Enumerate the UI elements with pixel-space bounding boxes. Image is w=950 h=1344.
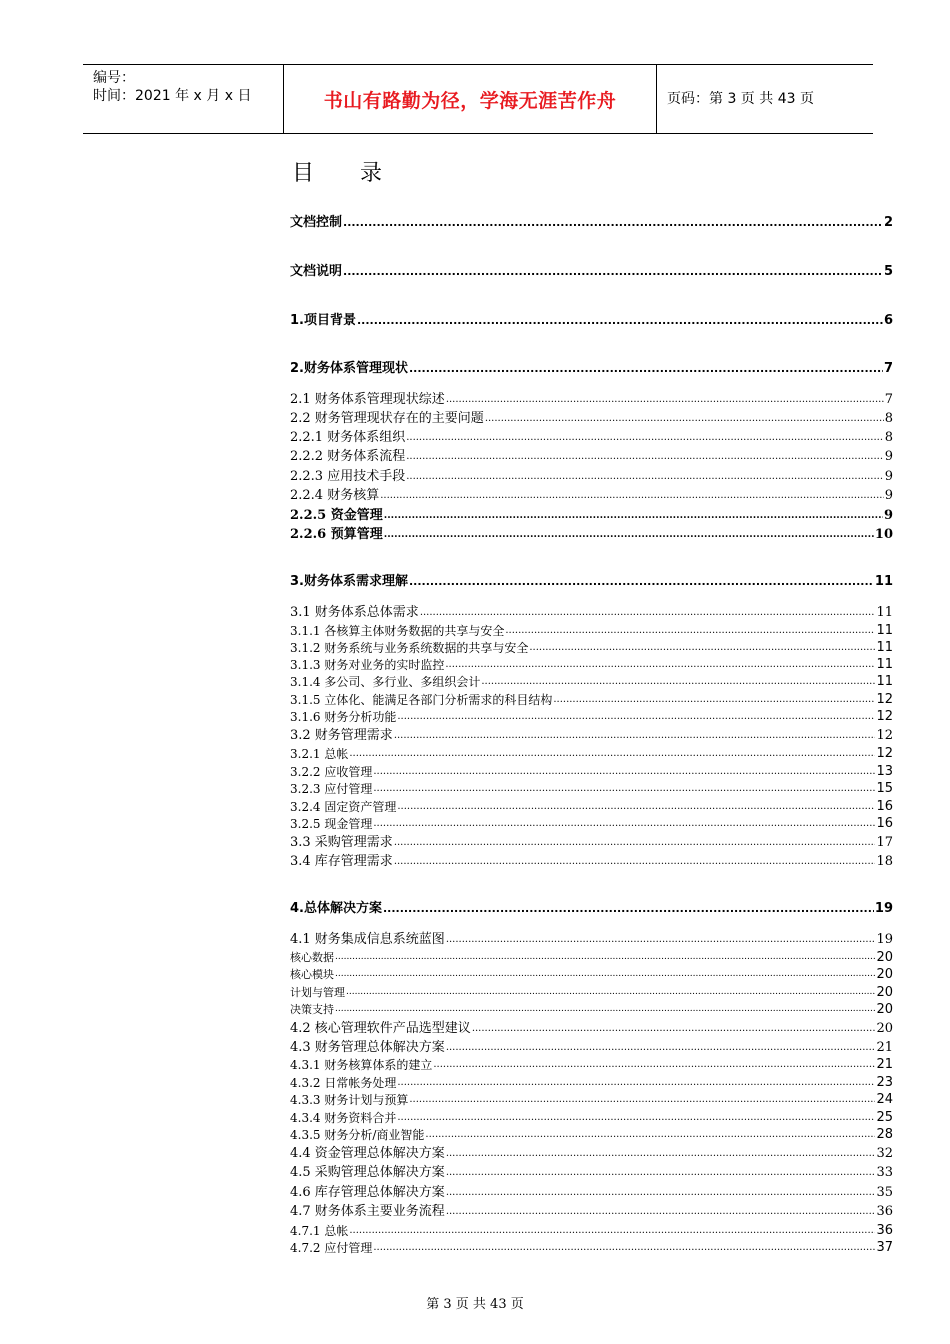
toc-entry[interactable] [290, 428, 893, 446]
toc-entry-label: 4.3.5 财务分析/商业智能 [290, 1128, 425, 1142]
toc-entry-page: 9 [884, 488, 893, 503]
toc-entry-page: 12 [876, 709, 893, 724]
toc-entry-label: 4.3.3 财务计划与预算 [290, 1093, 409, 1107]
toc-entry-page: 6 [883, 313, 893, 328]
toc-entry-page: 11 [876, 605, 893, 620]
header-motto: 书山有路勤为径，学海无涯苦作舟 [323, 89, 617, 112]
toc-entry-label: 3.1.6 财务分析功能 [290, 710, 397, 724]
toc-entry-label: 3.1.4 多公司、多行业、多组织会计 [290, 675, 481, 689]
toc-dot-leader [343, 215, 883, 231]
toc-entry[interactable] [290, 762, 893, 780]
toc-dot-leader [433, 1055, 875, 1073]
toc-entry[interactable] [290, 814, 893, 832]
toc-entry[interactable] [290, 779, 893, 797]
toc-dot-leader [397, 797, 875, 815]
toc-entry[interactable] [290, 1073, 893, 1091]
toc-entry-page: 13 [876, 764, 893, 779]
toc-entry-label: 4.6 库存管理总体解决方案 [290, 1185, 445, 1200]
toc-dot-leader [349, 1221, 875, 1239]
toc-entry[interactable] [290, 1144, 893, 1162]
toc-entry-label: 4.7.1 总帐 [290, 1224, 349, 1238]
toc-entry-label: 4.1 财务集成信息系统蓝图 [290, 932, 445, 947]
toc-entry-page: 11 [876, 623, 893, 638]
toc-dot-leader [420, 603, 876, 621]
toc-entry-page: 19 [874, 901, 893, 916]
toc-entry-page: 21 [876, 1040, 893, 1055]
toc-entry[interactable] [290, 852, 893, 870]
toc-entry-label: 4.3.2 日常帐务处理 [290, 1076, 397, 1090]
toc-entry-label: 4.3.1 财务核算体系的建立 [290, 1058, 433, 1072]
doc-time-label: 时间：2021 年 x 月 x 日 [93, 88, 252, 104]
toc-entry[interactable] [290, 621, 893, 639]
toc-entry-page: 32 [876, 1146, 893, 1161]
toc-dot-leader [529, 638, 875, 656]
toc-entry-label: 2.2.6 预算管理 [290, 527, 383, 542]
toc-dot-leader [357, 313, 883, 329]
toc-entry-page: 18 [876, 854, 893, 869]
toc-entry-label: 决策支持 [290, 1003, 334, 1016]
toc-entry[interactable] [290, 215, 893, 231]
toc-dot-leader [346, 983, 875, 1000]
toc-entry-page: 12 [876, 692, 893, 707]
toc-dot-leader [384, 506, 883, 524]
toc-entry[interactable] [290, 707, 893, 725]
toc-entry[interactable] [290, 1163, 893, 1181]
toc-entry[interactable] [290, 467, 893, 485]
toc-entry-page: 15 [876, 781, 893, 796]
toc-entry[interactable] [290, 447, 893, 465]
toc-title [292, 156, 382, 187]
toc-entry-label: 2.2.2 财务体系流程 [290, 449, 406, 464]
toc-entry-page: 28 [876, 1127, 893, 1142]
toc-dot-leader [472, 1019, 876, 1037]
toc-entry-page: 37 [876, 1240, 893, 1255]
toc-entry-page: 11 [874, 574, 893, 589]
toc-entry-label: 4.5 采购管理总体解决方案 [290, 1165, 445, 1180]
doc-code-label: 编号： [93, 70, 135, 86]
toc-entry-label: 3.2.4 固定资产管理 [290, 800, 397, 814]
toc-entry[interactable] [290, 1238, 893, 1256]
toc-entry-label: 4.总体解决方案 [290, 901, 382, 916]
toc-entry[interactable] [290, 264, 893, 280]
toc-dot-leader [505, 621, 875, 639]
toc-entry[interactable] [290, 797, 893, 815]
toc-dot-leader [394, 726, 876, 744]
toc-entry-page: 20 [876, 1021, 893, 1036]
toc-entry-page: 36 [876, 1223, 893, 1238]
toc-dot-leader [397, 1073, 875, 1091]
toc-entry-page: 20 [876, 1002, 893, 1017]
header-meta-cell [83, 65, 284, 133]
toc-dot-leader [406, 428, 884, 446]
toc-entry[interactable] [290, 506, 893, 524]
toc-entry-page: 11 [876, 640, 893, 655]
toc-entry-label: 3.2.3 应付管理 [290, 782, 373, 796]
toc-entry[interactable] [290, 361, 893, 377]
toc-entry-page: 9 [884, 469, 893, 484]
toc-entry-label: 4.7 财务体系主要业务流程 [290, 1204, 445, 1219]
toc-dot-leader [406, 447, 884, 465]
toc-dot-leader [481, 672, 875, 690]
toc-entry[interactable] [290, 1019, 893, 1037]
toc-dot-leader [343, 264, 883, 280]
toc-entry[interactable] [290, 965, 893, 982]
toc-entry-page: 19 [876, 932, 893, 947]
toc-entry-label: 1.项目背景 [290, 313, 356, 328]
toc-dot-leader [335, 1000, 875, 1017]
toc-entry-page: 7 [884, 392, 893, 407]
toc-dot-leader [335, 948, 875, 965]
toc-dot-leader [397, 1108, 875, 1126]
toc-entry-label: 4.3.4 财务资料合并 [290, 1111, 397, 1125]
toc-entry-label: 3.2 财务管理需求 [290, 728, 393, 743]
toc-entry[interactable] [290, 948, 893, 965]
toc-entry[interactable] [290, 1090, 893, 1108]
toc-entry-label: 2.2.4 财务核算 [290, 488, 380, 503]
toc-entry-page: 8 [884, 430, 893, 445]
toc-entry-page: 33 [876, 1165, 893, 1180]
toc-entry-label: 4.2 核心管理软件产品选型建议 [290, 1021, 471, 1036]
toc-entry-page: 36 [876, 1204, 893, 1219]
toc-entry-page: 24 [876, 1092, 893, 1107]
toc-entry-page: 23 [876, 1075, 893, 1090]
toc-entry-label: 3.3 采购管理需求 [290, 835, 393, 850]
toc-entry-label: 3.1 财务体系总体需求 [290, 605, 419, 620]
toc-dot-leader [409, 1090, 875, 1108]
toc-entry-page: 9 [883, 508, 893, 523]
toc-entry[interactable] [290, 1221, 893, 1239]
toc-dot-leader [425, 1125, 875, 1143]
toc-dot-leader [446, 1144, 876, 1162]
toc-entry-page: 11 [876, 674, 893, 689]
toc-entry[interactable] [290, 390, 893, 408]
toc-entry[interactable] [290, 638, 893, 656]
toc-entry-page: 8 [884, 411, 893, 426]
toc-entry-label: 3.1.3 财务对业务的实时监控 [290, 658, 445, 672]
toc-title-char-2: 录 [360, 161, 383, 186]
toc-entry-label: 3.1.2 财务系统与业务系统数据的共享与安全 [290, 641, 529, 655]
toc-entry-page: 16 [876, 816, 893, 831]
toc-entry-label: 3.1.1 各核算主体财务数据的共享与安全 [290, 624, 505, 638]
toc-entry-page: 12 [876, 728, 893, 743]
toc-entry-label: 2.2.3 应用技术手段 [290, 469, 406, 484]
toc-dot-leader [446, 1202, 876, 1220]
toc-entry[interactable] [290, 1108, 893, 1126]
toc-dot-leader [373, 779, 875, 797]
toc-entry[interactable] [290, 603, 893, 621]
toc-entry-label: 4.3 财务管理总体解决方案 [290, 1040, 445, 1055]
toc-dot-leader [406, 467, 884, 485]
toc-entry[interactable] [290, 313, 893, 329]
page-footer: 第 3 页 共 43 页 [426, 1297, 524, 1312]
toc-entry[interactable] [290, 655, 893, 673]
toc-entry-label: 2.2 财务管理现状存在的主要问题 [290, 411, 484, 426]
toc-dot-leader [397, 707, 875, 725]
toc-entry[interactable] [290, 672, 893, 690]
page-header [83, 64, 873, 134]
toc-entry-label: 3.2.5 现金管理 [290, 817, 373, 831]
toc-entry-page: 9 [884, 449, 893, 464]
toc-entry-label: 3.财务体系需求理解 [290, 574, 408, 589]
toc-entry[interactable] [290, 1202, 893, 1220]
toc-entry[interactable] [290, 744, 893, 762]
toc-dot-leader [553, 690, 875, 708]
toc-entry[interactable] [290, 1055, 893, 1073]
toc-entry-page: 20 [876, 950, 893, 965]
toc-entry-label: 3.1.5 立体化、能满足各部门分析需求的科目结构 [290, 693, 553, 707]
toc-entry-label: 3.4 库存管理需求 [290, 854, 393, 869]
toc-dot-leader [445, 655, 875, 673]
toc-dot-leader [394, 852, 876, 870]
toc-entry-page: 35 [876, 1185, 893, 1200]
toc-dot-leader [394, 833, 876, 851]
toc-dot-leader [409, 361, 883, 377]
toc-entry[interactable] [290, 1038, 893, 1056]
toc-entry-page: 17 [876, 835, 893, 850]
toc-dot-leader [446, 1163, 876, 1181]
toc-entry-page: 21 [876, 1057, 893, 1072]
toc-entry-label: 计划与管理 [290, 986, 345, 999]
toc-dot-leader [335, 965, 875, 982]
toc-entry[interactable] [290, 690, 893, 708]
toc-entry[interactable] [290, 901, 893, 917]
toc-entry-page: 25 [876, 1110, 893, 1125]
toc-entry-page: 12 [876, 746, 893, 761]
toc-entry-page: 7 [883, 361, 893, 376]
toc-entry[interactable] [290, 525, 893, 543]
toc-entry-page: 16 [876, 799, 893, 814]
toc-dot-leader [380, 486, 884, 504]
toc-dot-leader [349, 744, 875, 762]
toc-entry-label: 文档控制 [290, 215, 343, 230]
toc-entry-page: 2 [883, 215, 893, 230]
toc-title-char-1: 目 [292, 161, 315, 186]
toc-dot-leader [446, 1183, 876, 1201]
toc-entry-label: 文档说明 [290, 264, 343, 279]
toc-entry-label: 2.2.5 资金管理 [290, 508, 383, 523]
toc-entry-label: 3.2.1 总帐 [290, 747, 349, 761]
toc-dot-leader [383, 901, 874, 917]
toc-dot-leader [446, 930, 876, 948]
toc-entry[interactable] [290, 726, 893, 744]
header-page-cell [657, 65, 873, 133]
toc-entry[interactable] [290, 486, 893, 504]
toc-entry-label: 4.4 资金管理总体解决方案 [290, 1146, 445, 1161]
toc-entry-label: 核心模块 [290, 968, 334, 981]
toc-entry-label: 2.财务体系管理现状 [290, 361, 408, 376]
toc-dot-leader [409, 574, 874, 590]
toc-entry-label: 3.2.2 应收管理 [290, 765, 373, 779]
header-page-info: 页码：第 3 页 共 43 页 [667, 90, 814, 107]
toc-entry[interactable] [290, 1000, 893, 1017]
toc-entry-label: 4.7.2 应付管理 [290, 1241, 373, 1255]
toc-entry-page: 5 [883, 264, 893, 279]
toc-entry-label: 2.1 财务体系管理现状综述 [290, 392, 445, 407]
toc-dot-leader [446, 1038, 876, 1056]
toc-dot-leader [384, 525, 874, 543]
toc-entry-page: 20 [876, 985, 893, 1000]
toc-dot-leader [446, 390, 884, 408]
toc-dot-leader [373, 1238, 875, 1256]
toc-entry[interactable] [290, 983, 893, 1000]
toc-entry[interactable] [290, 1125, 893, 1143]
toc-entry-label: 核心数据 [290, 951, 334, 964]
toc-entry-page: 20 [876, 967, 893, 982]
toc-entry[interactable] [290, 1183, 893, 1201]
toc-entry[interactable] [290, 833, 893, 851]
toc-dot-leader [485, 409, 884, 427]
toc-dot-leader [373, 762, 875, 780]
toc-entry[interactable] [290, 409, 893, 427]
toc-entry-label: 2.2.1 财务体系组织 [290, 430, 406, 445]
toc-dot-leader [373, 814, 875, 832]
toc-entry-page: 11 [876, 657, 893, 672]
toc-entry-page: 10 [874, 527, 893, 542]
toc-entry[interactable] [290, 574, 893, 590]
header-motto-cell [284, 65, 657, 133]
toc-entry[interactable] [290, 930, 893, 948]
